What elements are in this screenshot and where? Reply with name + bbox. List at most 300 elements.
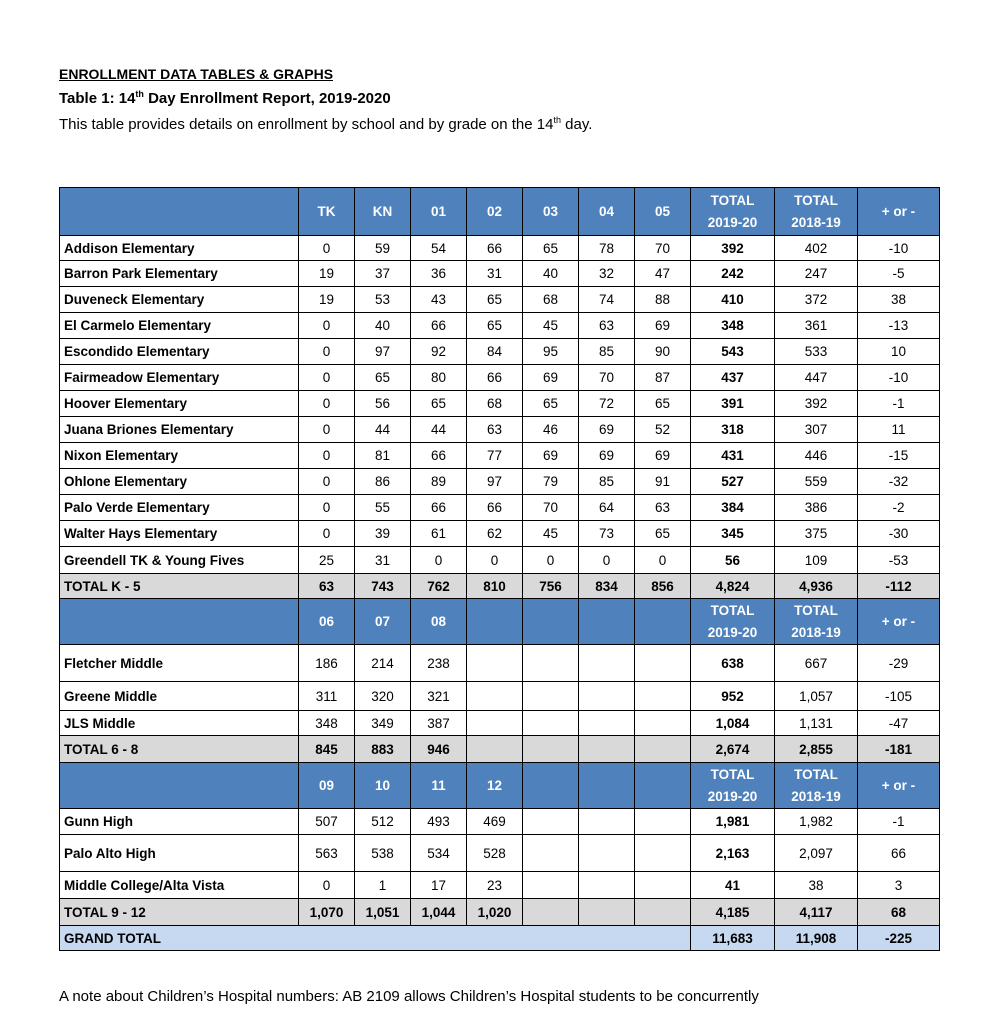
- school-name: Addison Elementary: [60, 236, 299, 261]
- grade-value: 0: [299, 521, 355, 547]
- school-name: TOTAL 6 - 8: [60, 736, 299, 763]
- grade-value: 55: [355, 495, 411, 521]
- grade-value: 64: [579, 495, 635, 521]
- school-name: Juana Briones Elementary: [60, 417, 299, 443]
- diff-value: -1: [858, 391, 940, 417]
- grand-total-row: [60, 926, 940, 951]
- subtotal-row: [60, 736, 940, 763]
- school-name: Walter Hays Elementary: [60, 521, 299, 547]
- school-row: [60, 261, 940, 287]
- table-description: This table provides details on enrollment by school and by grade on the 14th day.: [59, 115, 593, 133]
- grade-value: 762: [411, 574, 467, 599]
- grade-value: 52: [635, 417, 691, 443]
- school-name: TOTAL K - 5: [60, 574, 299, 599]
- school-row: [60, 495, 940, 521]
- grade-value: [523, 872, 579, 899]
- grade-value: [579, 711, 635, 736]
- grade-value: 528: [467, 835, 523, 872]
- grade-value: 66: [411, 313, 467, 339]
- grade-value: 72: [579, 391, 635, 417]
- total-prior-value: 1,982: [775, 809, 858, 835]
- grade-value: 69: [579, 443, 635, 469]
- school-row: [60, 391, 940, 417]
- grade-value: 349: [355, 711, 411, 736]
- school-name: Middle College/Alta Vista: [60, 872, 299, 899]
- grade-value: 80: [411, 365, 467, 391]
- grade-value: 66: [467, 495, 523, 521]
- subtotal-row: [60, 574, 940, 599]
- subtotal-row: [60, 899, 940, 926]
- grade-value: 97: [355, 339, 411, 365]
- diff-value: 10: [858, 339, 940, 365]
- total-current-value: 437: [691, 365, 775, 391]
- grade-value: 469: [467, 809, 523, 835]
- grade-value: 810: [467, 574, 523, 599]
- total-prior-value: 109: [775, 547, 858, 574]
- header-blank-cell: [60, 599, 299, 645]
- total-current-value: 2,163: [691, 835, 775, 872]
- school-row: [60, 809, 940, 835]
- grade-value: 88: [635, 287, 691, 313]
- grade-header-cell: 02: [467, 188, 523, 236]
- grade-value: 19: [299, 287, 355, 313]
- grade-header-cell: [635, 763, 691, 809]
- diff-header: + or -: [858, 188, 940, 236]
- grade-value: [635, 809, 691, 835]
- school-name: Palo Verde Elementary: [60, 495, 299, 521]
- total-prior-value: 4,117: [775, 899, 858, 926]
- grade-value: 43: [411, 287, 467, 313]
- grade-value: 25: [299, 547, 355, 574]
- grade-value: 238: [411, 645, 467, 682]
- grade-value: 84: [467, 339, 523, 365]
- grade-header-row: [60, 599, 940, 645]
- grade-value: [523, 645, 579, 682]
- school-name: Escondido Elementary: [60, 339, 299, 365]
- school-row: [60, 711, 940, 736]
- total-current-value: 348: [691, 313, 775, 339]
- total-prior-value: 1,057: [775, 682, 858, 711]
- grade-value: 0: [299, 495, 355, 521]
- grade-value: 23: [467, 872, 523, 899]
- grade-value: 40: [523, 261, 579, 287]
- grade-value: 70: [523, 495, 579, 521]
- grade-value: 1,020: [467, 899, 523, 926]
- total-prior-value: 1,131: [775, 711, 858, 736]
- grade-value: 63: [579, 313, 635, 339]
- diff-value: -105: [858, 682, 940, 711]
- footnote: A note about Children’s Hospital numbers: AB 2109 allows Children’s Hospital students to be concurrently: [59, 988, 759, 1005]
- grade-value: 0: [299, 872, 355, 899]
- total-current-value: 41: [691, 872, 775, 899]
- school-name: Fairmeadow Elementary: [60, 365, 299, 391]
- grade-value: 0: [299, 417, 355, 443]
- total-current-value: 4,824: [691, 574, 775, 599]
- grade-value: [635, 899, 691, 926]
- grade-value: [467, 645, 523, 682]
- grade-header-cell: [579, 763, 635, 809]
- grade-value: 0: [299, 313, 355, 339]
- grade-value: [579, 736, 635, 763]
- grade-value: 311: [299, 682, 355, 711]
- school-name: Hoover Elementary: [60, 391, 299, 417]
- grade-value: 65: [467, 313, 523, 339]
- grade-header-cell: 09: [299, 763, 355, 809]
- total-prior-value: 2,855: [775, 736, 858, 763]
- grade-value: 63: [467, 417, 523, 443]
- school-name: TOTAL 9 - 12: [60, 899, 299, 926]
- grade-header-row: [60, 188, 940, 236]
- total-current-value: 527: [691, 469, 775, 495]
- grade-value: 78: [579, 236, 635, 261]
- grade-header-cell: 07: [355, 599, 411, 645]
- grade-value: 387: [411, 711, 467, 736]
- grade-value: 512: [355, 809, 411, 835]
- school-name: Barron Park Elementary: [60, 261, 299, 287]
- grade-value: 186: [299, 645, 355, 682]
- grade-value: 46: [523, 417, 579, 443]
- grade-value: 0: [299, 339, 355, 365]
- grade-value: 97: [467, 469, 523, 495]
- grade-value: 65: [635, 521, 691, 547]
- diff-value: 38: [858, 287, 940, 313]
- diff-value: -181: [858, 736, 940, 763]
- grade-value: 65: [467, 287, 523, 313]
- total-current-value: 4,185: [691, 899, 775, 926]
- grade-value: [635, 645, 691, 682]
- school-name: Palo Alto High: [60, 835, 299, 872]
- grade-value: 856: [635, 574, 691, 599]
- grade-value: 54: [411, 236, 467, 261]
- total-current-header: TOTAL 2019-20: [691, 763, 775, 809]
- grade-value: [467, 736, 523, 763]
- school-row: [60, 287, 940, 313]
- grade-header-cell: 11: [411, 763, 467, 809]
- grade-value: 0: [299, 443, 355, 469]
- total-current-value: 410: [691, 287, 775, 313]
- school-name: Greene Middle: [60, 682, 299, 711]
- grade-value: [635, 736, 691, 763]
- total-current-value: 318: [691, 417, 775, 443]
- grade-value: [523, 682, 579, 711]
- grade-value: [579, 872, 635, 899]
- grade-value: 45: [523, 313, 579, 339]
- total-current-value: 242: [691, 261, 775, 287]
- diff-value: -32: [858, 469, 940, 495]
- grade-value: 845: [299, 736, 355, 763]
- diff-value: -10: [858, 236, 940, 261]
- total-current-header: TOTAL 2019-20: [691, 188, 775, 236]
- grade-value: [579, 899, 635, 926]
- grade-header-cell: 10: [355, 763, 411, 809]
- school-row: [60, 682, 940, 711]
- grade-value: 79: [523, 469, 579, 495]
- section-title: ENROLLMENT DATA TABLES & GRAPHS: [59, 66, 334, 82]
- school-row: [60, 521, 940, 547]
- grade-value: 70: [635, 236, 691, 261]
- grade-header-cell: [467, 599, 523, 645]
- total-prior-value: 559: [775, 469, 858, 495]
- grade-value: 45: [523, 521, 579, 547]
- grade-value: 0: [299, 469, 355, 495]
- diff-header: + or -: [858, 763, 940, 809]
- diff-value: 11: [858, 417, 940, 443]
- grade-value: 1,070: [299, 899, 355, 926]
- total-prior-value: 372: [775, 287, 858, 313]
- grade-value: 69: [635, 313, 691, 339]
- grade-value: 90: [635, 339, 691, 365]
- school-row: [60, 547, 940, 574]
- school-row: [60, 236, 940, 261]
- grade-value: 70: [579, 365, 635, 391]
- grade-value: 91: [635, 469, 691, 495]
- grade-value: 59: [355, 236, 411, 261]
- grade-value: 348: [299, 711, 355, 736]
- total-prior-header: TOTAL 2018-19: [775, 188, 858, 236]
- school-row: [60, 313, 940, 339]
- total-prior-value: 386: [775, 495, 858, 521]
- total-current-value: 431: [691, 443, 775, 469]
- grade-value: 65: [523, 391, 579, 417]
- total-prior-value: 375: [775, 521, 858, 547]
- total-current-value: 384: [691, 495, 775, 521]
- grade-header-cell: 08: [411, 599, 467, 645]
- diff-value: 3: [858, 872, 940, 899]
- diff-value: 68: [858, 899, 940, 926]
- grade-value: [467, 711, 523, 736]
- grade-value: 44: [355, 417, 411, 443]
- total-current-value: 952: [691, 682, 775, 711]
- grade-value: 69: [523, 365, 579, 391]
- grade-value: 74: [579, 287, 635, 313]
- grade-value: 17: [411, 872, 467, 899]
- grade-value: 69: [635, 443, 691, 469]
- school-row: [60, 417, 940, 443]
- grade-value: [579, 835, 635, 872]
- grade-value: 92: [411, 339, 467, 365]
- grand-total-label: GRAND TOTAL: [60, 926, 691, 951]
- total-current-value: 2,674: [691, 736, 775, 763]
- school-name: Gunn High: [60, 809, 299, 835]
- grade-value: 68: [523, 287, 579, 313]
- grade-value: 37: [355, 261, 411, 287]
- school-row: [60, 443, 940, 469]
- grade-value: [635, 682, 691, 711]
- total-prior-header: TOTAL 2018-19: [775, 763, 858, 809]
- enrollment-table: [59, 187, 940, 951]
- grade-value: 44: [411, 417, 467, 443]
- grade-value: 493: [411, 809, 467, 835]
- grade-value: 0: [299, 365, 355, 391]
- school-name: Greendell TK & Young Fives: [60, 547, 299, 574]
- grade-value: 39: [355, 521, 411, 547]
- grand-total-prior: 11,908: [775, 926, 858, 951]
- grade-value: 743: [355, 574, 411, 599]
- grade-header-cell: 06: [299, 599, 355, 645]
- grade-value: [579, 809, 635, 835]
- grade-value: 62: [467, 521, 523, 547]
- grade-value: 321: [411, 682, 467, 711]
- grade-value: 61: [411, 521, 467, 547]
- table-title: Table 1: 14th Day Enrollment Report, 2019-2020: [59, 89, 391, 107]
- grade-value: [523, 711, 579, 736]
- grade-value: 214: [355, 645, 411, 682]
- school-name: El Carmelo Elementary: [60, 313, 299, 339]
- diff-value: -2: [858, 495, 940, 521]
- school-name: Fletcher Middle: [60, 645, 299, 682]
- diff-value: -15: [858, 443, 940, 469]
- diff-value: -47: [858, 711, 940, 736]
- grade-value: 86: [355, 469, 411, 495]
- header-blank-cell: [60, 763, 299, 809]
- school-row: [60, 835, 940, 872]
- grade-value: 77: [467, 443, 523, 469]
- grade-value: 946: [411, 736, 467, 763]
- total-current-value: 392: [691, 236, 775, 261]
- total-prior-value: 247: [775, 261, 858, 287]
- grade-header-cell: 03: [523, 188, 579, 236]
- grade-value: 66: [467, 365, 523, 391]
- grade-value: 81: [355, 443, 411, 469]
- grade-value: 0: [299, 391, 355, 417]
- diff-value: -10: [858, 365, 940, 391]
- diff-value: -13: [858, 313, 940, 339]
- grade-value: 65: [523, 236, 579, 261]
- grade-header-cell: KN: [355, 188, 411, 236]
- school-row: [60, 645, 940, 682]
- grand-total-diff: -225: [858, 926, 940, 951]
- grade-value: 756: [523, 574, 579, 599]
- grade-value: 19: [299, 261, 355, 287]
- grade-value: 320: [355, 682, 411, 711]
- grade-value: 65: [355, 365, 411, 391]
- total-prior-value: 446: [775, 443, 858, 469]
- grade-value: 69: [579, 417, 635, 443]
- total-current-value: 638: [691, 645, 775, 682]
- total-prior-header: TOTAL 2018-19: [775, 599, 858, 645]
- grade-value: 0: [635, 547, 691, 574]
- total-current-value: 1,981: [691, 809, 775, 835]
- grade-value: 834: [579, 574, 635, 599]
- total-prior-value: 307: [775, 417, 858, 443]
- diff-value: -112: [858, 574, 940, 599]
- grade-value: 0: [411, 547, 467, 574]
- school-name: Duveneck Elementary: [60, 287, 299, 313]
- grade-value: [635, 872, 691, 899]
- grade-value: 85: [579, 469, 635, 495]
- diff-value: -53: [858, 547, 940, 574]
- grade-value: 68: [467, 391, 523, 417]
- grade-value: 1: [355, 872, 411, 899]
- grade-value: [523, 899, 579, 926]
- school-row: [60, 339, 940, 365]
- grade-value: 32: [579, 261, 635, 287]
- grade-value: 66: [411, 495, 467, 521]
- grade-value: [523, 736, 579, 763]
- total-current-value: 1,084: [691, 711, 775, 736]
- grade-header-cell: 01: [411, 188, 467, 236]
- grade-value: [635, 835, 691, 872]
- grade-value: 0: [579, 547, 635, 574]
- school-row: [60, 872, 940, 899]
- diff-value: 66: [858, 835, 940, 872]
- grade-value: 89: [411, 469, 467, 495]
- grade-value: 66: [467, 236, 523, 261]
- total-current-value: 345: [691, 521, 775, 547]
- grade-value: 63: [299, 574, 355, 599]
- grade-header-cell: 04: [579, 188, 635, 236]
- grade-value: 0: [523, 547, 579, 574]
- diff-value: -5: [858, 261, 940, 287]
- grade-value: 1,044: [411, 899, 467, 926]
- grade-value: 31: [467, 261, 523, 287]
- grade-value: 40: [355, 313, 411, 339]
- grade-header-cell: 12: [467, 763, 523, 809]
- school-name: Nixon Elementary: [60, 443, 299, 469]
- total-prior-value: 392: [775, 391, 858, 417]
- grade-header-cell: [523, 599, 579, 645]
- grade-value: 95: [523, 339, 579, 365]
- grade-value: 31: [355, 547, 411, 574]
- grade-value: 63: [635, 495, 691, 521]
- total-prior-value: 2,097: [775, 835, 858, 872]
- grade-value: [579, 645, 635, 682]
- grade-value: 0: [467, 547, 523, 574]
- grade-header-cell: 05: [635, 188, 691, 236]
- school-row: [60, 365, 940, 391]
- grade-value: 47: [635, 261, 691, 287]
- grade-value: 69: [523, 443, 579, 469]
- grade-value: 87: [635, 365, 691, 391]
- grade-value: 65: [635, 391, 691, 417]
- grade-value: 56: [355, 391, 411, 417]
- total-current-value: 56: [691, 547, 775, 574]
- grade-header-cell: [523, 763, 579, 809]
- school-row: [60, 469, 940, 495]
- grade-value: 1,051: [355, 899, 411, 926]
- total-current-header: TOTAL 2019-20: [691, 599, 775, 645]
- grade-value: 66: [411, 443, 467, 469]
- school-name: Ohlone Elementary: [60, 469, 299, 495]
- grade-value: 73: [579, 521, 635, 547]
- grade-value: 563: [299, 835, 355, 872]
- diff-value: -30: [858, 521, 940, 547]
- grade-value: 883: [355, 736, 411, 763]
- grade-value: [635, 711, 691, 736]
- total-prior-value: 38: [775, 872, 858, 899]
- school-name: JLS Middle: [60, 711, 299, 736]
- total-prior-value: 447: [775, 365, 858, 391]
- grade-header-cell: [579, 599, 635, 645]
- grade-value: [523, 809, 579, 835]
- grade-value: 0: [299, 236, 355, 261]
- diff-value: -1: [858, 809, 940, 835]
- grade-value: [523, 835, 579, 872]
- total-prior-value: 533: [775, 339, 858, 365]
- grand-total-current: 11,683: [691, 926, 775, 951]
- total-prior-value: 361: [775, 313, 858, 339]
- header-blank-cell: [60, 188, 299, 236]
- total-current-value: 543: [691, 339, 775, 365]
- grade-header-cell: [635, 599, 691, 645]
- grade-value: 36: [411, 261, 467, 287]
- grade-value: 53: [355, 287, 411, 313]
- diff-value: -29: [858, 645, 940, 682]
- diff-header: + or -: [858, 599, 940, 645]
- total-prior-value: 402: [775, 236, 858, 261]
- total-prior-value: 4,936: [775, 574, 858, 599]
- total-current-value: 391: [691, 391, 775, 417]
